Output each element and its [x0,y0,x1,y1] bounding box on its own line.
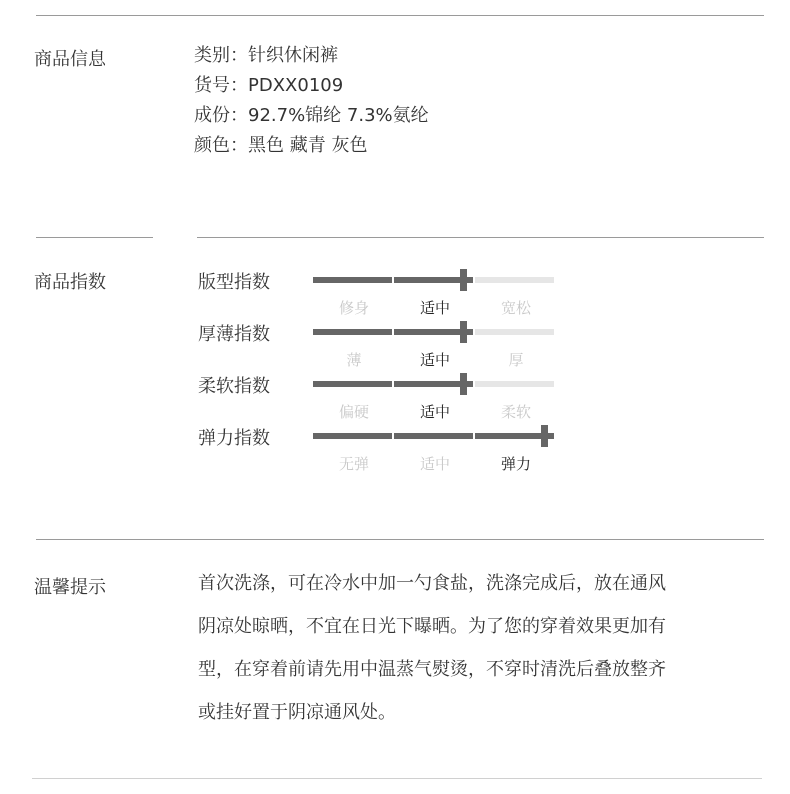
tips-line: 首次洗涤，可在冷水中加一勺食盐，洗涤完成后，放在通风 [198,573,666,594]
index-marker [460,373,467,395]
indices-heading: 商品指数 [34,272,106,293]
top-divider [36,15,764,16]
index-option: 厚 [508,351,524,369]
info-sku: 货号：PDXX0109 [194,75,344,96]
index-bar [313,381,554,387]
tips-line: 阴凉处晾晒，不宜在日光下曝晒。为了您的穿着效果更加有 [198,616,666,637]
index-bar-segment [475,329,554,335]
index-bar-segment [313,433,392,439]
index-option: 宽松 [500,299,531,317]
index-option: 薄 [346,351,362,369]
index-option: 适中 [419,403,450,421]
index-option: 偏硬 [338,403,369,421]
index-name: 柔软指数 [198,376,270,397]
divider-right-2 [197,237,764,238]
index-bar [313,277,554,283]
tips-heading: 温馨提示 [34,577,106,598]
index-bar-segment [313,381,392,387]
index-option: 适中 [419,299,450,317]
index-option: 适中 [419,455,450,473]
tips-text [198,562,738,734]
index-option: 柔软 [500,403,531,421]
info-composition: 成份：92.7%锦纶 7.3%氨纶 [194,105,429,126]
index-option: 无弹 [338,455,369,473]
index-bar [313,433,554,439]
divider-3 [36,539,764,540]
index-name: 弹力指数 [198,428,270,449]
info-colors: 颜色：黑色 藏青 灰色 [194,135,368,156]
index-bar-segment [475,277,554,283]
tips-line: 或挂好置于阴凉通风处。 [198,702,396,723]
info-category: 类别：针织休闲裤 [194,45,338,66]
divider-left-2 [36,237,153,238]
index-bar-segment [394,433,473,439]
index-option: 适中 [419,351,450,369]
index-bar [313,329,554,335]
index-marker [460,269,467,291]
index-marker [460,321,467,343]
index-bar-segment [313,329,392,335]
index-bar-segment [475,381,554,387]
index-option: 修身 [338,299,369,317]
tips-line: 型，在穿着前请先用中温蒸气熨烫，不穿时清洗后叠放整齐 [198,659,666,680]
index-name: 版型指数 [198,272,270,293]
product-info-heading: 商品信息 [34,49,106,70]
index-marker [541,425,548,447]
bottom-divider [32,778,762,779]
index-name: 厚薄指数 [198,324,270,345]
index-bar-segment [313,277,392,283]
index-option: 弹力 [500,455,531,473]
